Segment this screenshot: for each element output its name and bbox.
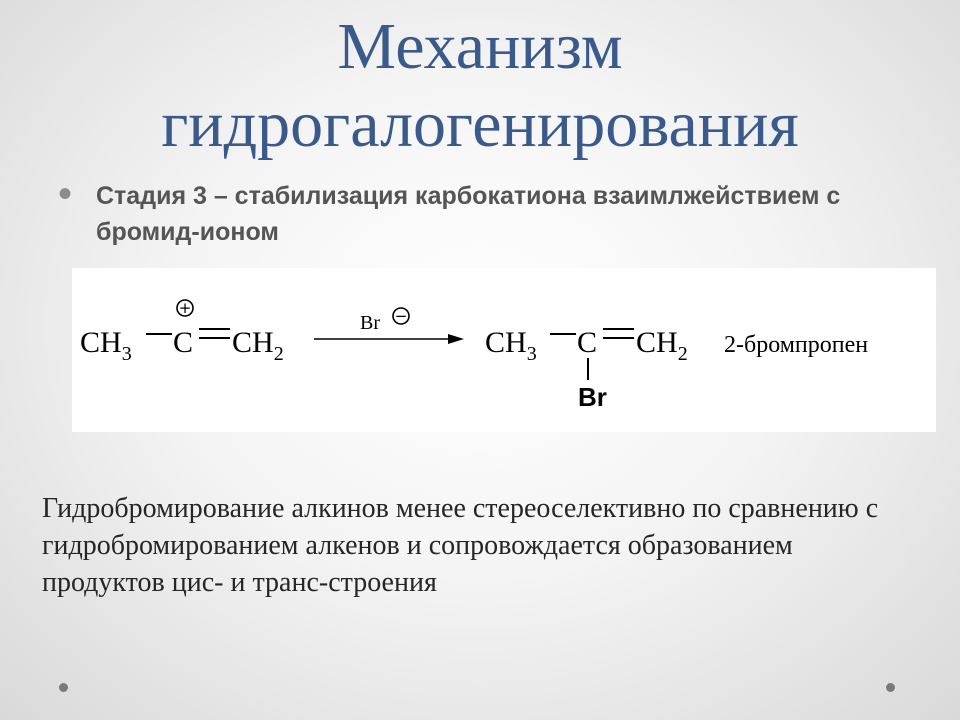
- reactant-ch3: $CH_3$: [80, 326, 132, 365]
- stage-description: Стадия 3 – стабилизация карбокатиона взаимлжействием с бромид-ионом: [96, 182, 841, 246]
- product-bromine: Br: [578, 382, 607, 412]
- reaction-scheme: [72, 268, 936, 432]
- svg-text:+: +: [178, 299, 192, 317]
- arrow-head-icon: [448, 334, 464, 344]
- product-ch2: $CH_2$: [636, 326, 688, 365]
- title-line-1: Механизм: [337, 10, 623, 83]
- slide-title: [0, 8, 960, 164]
- reactant-carbon: C: [173, 326, 194, 359]
- corner-dot-icon: [886, 683, 895, 692]
- corner-dot-icon: [59, 683, 68, 692]
- product-carbon: C: [577, 326, 598, 359]
- reactant-ch2: $CH_2$: [232, 326, 284, 365]
- title-line-2: гидрогалогенирования: [161, 88, 799, 161]
- explanatory-note: Гидробромирование алкинов менее стереоселективно по сравнению с гидробромированием алкенов и сопровождается образованием продуктов цис- и транс-строения: [42, 493, 879, 598]
- product-name: 2-бромпропен: [724, 332, 869, 358]
- product-ch3: $CH_3$: [485, 326, 537, 365]
- bullet-icon: •: [58, 172, 73, 216]
- svg-text:−: −: [394, 307, 408, 325]
- reagent-bromide: Br: [360, 312, 380, 334]
